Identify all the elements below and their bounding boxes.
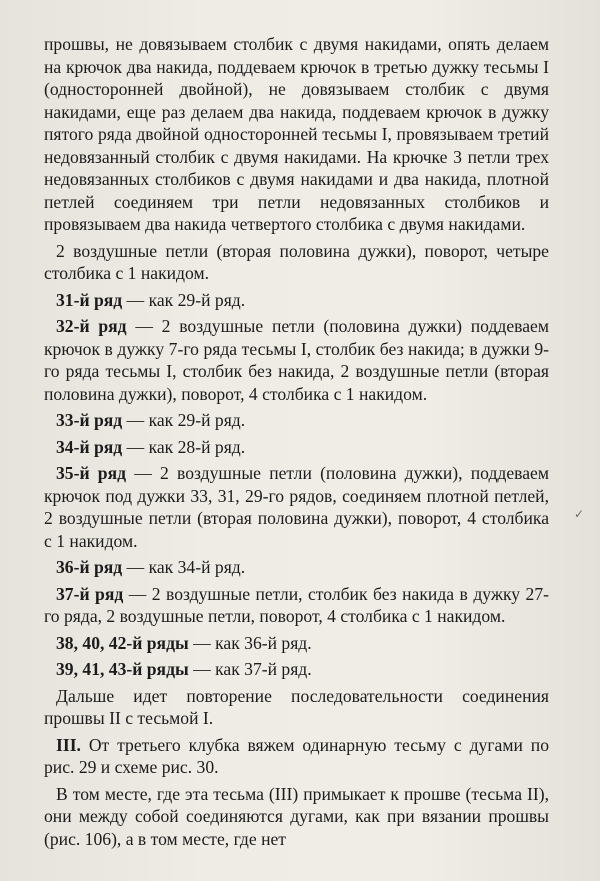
row-label: 36-й ряд [56, 557, 123, 577]
row-text: — 2 воздушные петли, столбик без накида в дужку 27-го ряда, 2 воздушные петли, поворот, 4 столбика с 1 накидом. [44, 583, 549, 626]
row-text: — как 34-й ряд. [122, 557, 246, 577]
row-label: 31-й ряд [56, 289, 123, 310]
paragraph-body: 2 воздушные петли (вторая половина дужки), поворот, четыре столбика с 1 накидом. [44, 240, 549, 283]
rows-39-41-43 [44, 658, 549, 681]
section-label: III. [56, 734, 81, 755]
row-label: 35-й ряд [56, 463, 127, 483]
paragraph-turn [44, 240, 549, 285]
row-text: — как 28-й ряд. [122, 436, 246, 457]
paragraph-joining [44, 783, 549, 851]
row-34 [44, 436, 549, 459]
row-label: 38, 40, 42-й ряды [56, 632, 189, 653]
page-text [44, 33, 549, 854]
row-32 [44, 315, 549, 405]
row-text: — 2 воздушные петли (половина дужки), поддеваем крючок под дужки 33, 31, 29-го рядов, соединяем плотной петлей, 2 воздушные петли (вторая половина дужки), поворот, 4 столбика с 1 накидом. [44, 463, 549, 551]
row-label: 37-й ряд [56, 583, 124, 604]
row-text: — 2 воздушные петли (половина дужки) поддеваем крючок в дужку 7-го ряда тесьмы I, столбик без накида; в дужки 9-го ряда тесьмы I, столбик без накида, 2 воздушные петли (вторая половина дужки), поворот, 4 столбика с 1 накидом. [44, 316, 549, 404]
paragraph-body: В том месте, где эта тесьма (III) примыкает к прошве (тесьма II), они между собой соединяются дугами, как при вязании прошвы (рис. 106), а в том месте, где нет [44, 783, 549, 849]
row-35 [44, 462, 549, 552]
paragraph-body: Дальше идет повторение последовательности соединения прошвы II с тесьмой I. [44, 685, 549, 728]
row-31 [44, 289, 549, 312]
row-33 [44, 409, 549, 432]
row-text: — как 37-й ряд. [188, 659, 312, 679]
paragraph-continuation [44, 33, 549, 236]
row-text: — как 29-й ряд. [122, 289, 246, 310]
rows-38-40-42 [44, 632, 549, 655]
paragraph-body: прошвы, не довязываем столбик с двумя накидами, опять делаем на крючок два накида, поддеваем крючок в третью дужку тесьмы I (односторонней двойной), не довязываем столбик с двумя накидами, еще раз делаем два накида, поддеваем крючок в дужку пятого ряда двойной односторонней тесьмы I, провязываем третий недовязанный столбик с двумя накидами. На крючке 3 петли трех недовязанных столбиков с двумя накидами и два накида, плотной петлей соединяем три петли недовязанных столбиков и провязываем два накида четвертого столбика с двумя накидами. [44, 34, 549, 234]
section-iii [44, 734, 549, 779]
row-label: 34-й ряд [56, 436, 123, 457]
row-36 [44, 556, 549, 579]
section-text: От третьего клубка вяжем одинарную тесьму с дугами по рис. 29 и схеме рис. 30. [44, 734, 549, 777]
row-37 [44, 583, 549, 628]
paragraph-repeat [44, 685, 549, 730]
margin-check-mark: ✓ [574, 507, 585, 521]
row-label: 32-й ряд [56, 316, 127, 336]
row-text: — как 29-й ряд. [122, 410, 246, 430]
row-text: — как 36-й ряд. [188, 632, 312, 653]
row-label: 39, 41, 43-й ряды [56, 659, 189, 679]
row-label: 33-й ряд [56, 410, 123, 430]
